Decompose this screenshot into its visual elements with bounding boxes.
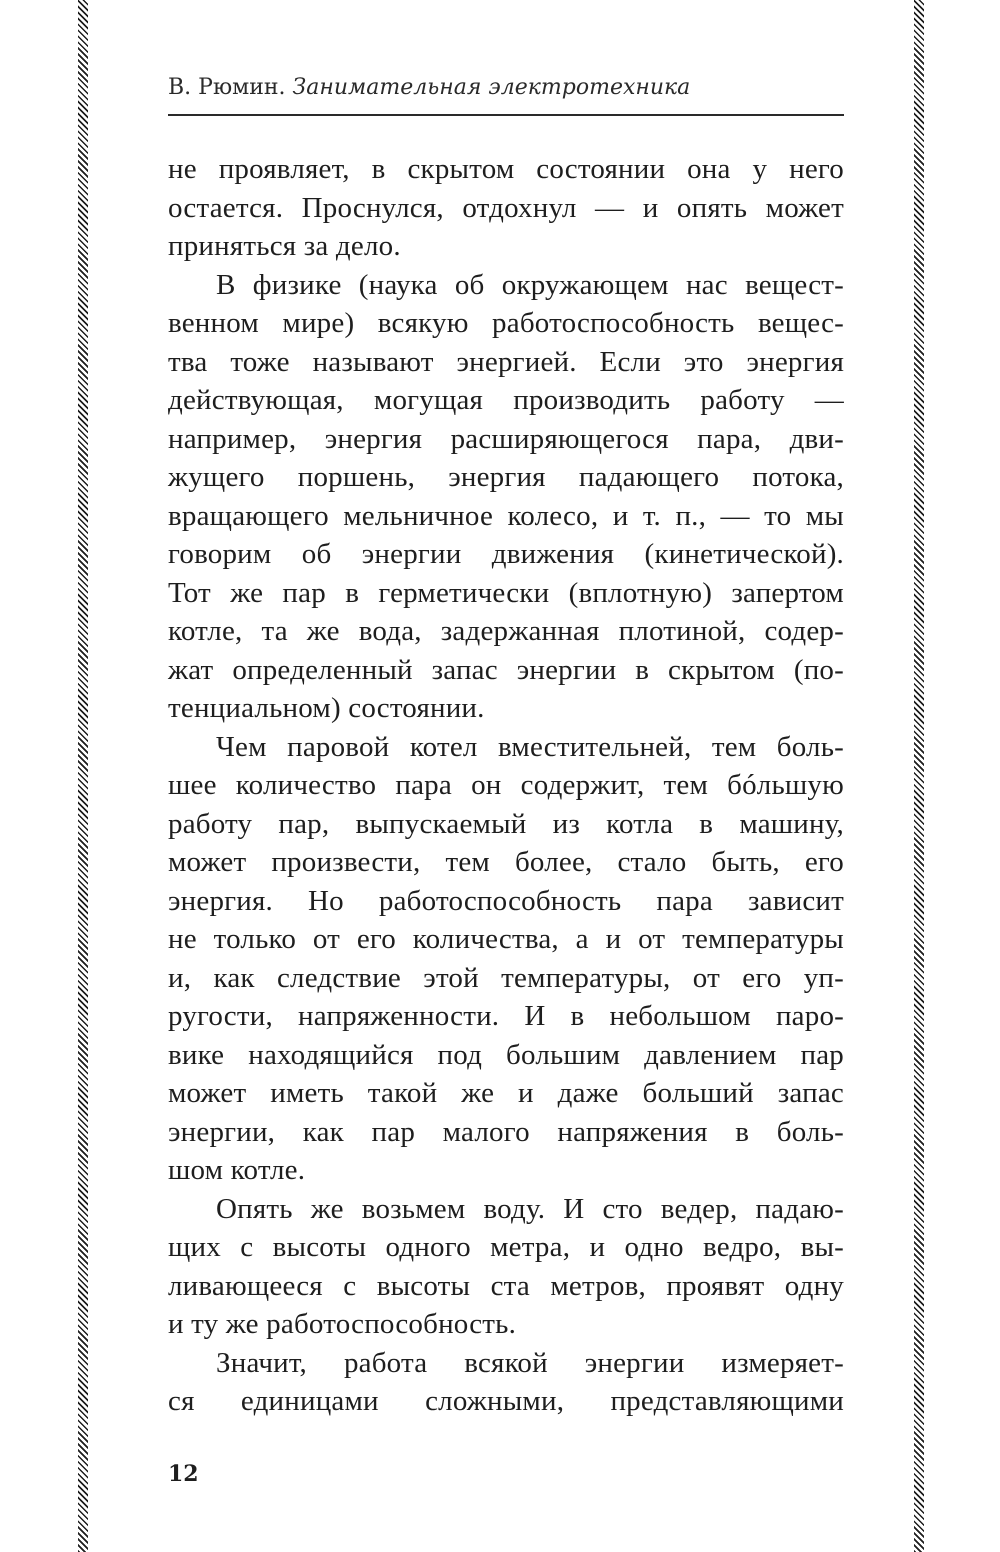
text-line: жущего поршень, энергия падающего потока, (168, 461, 844, 493)
paragraph (168, 728, 844, 1190)
text-line: говорим об энергии движения (кинетической). (168, 538, 844, 570)
text-line: энергии, как пар малого напряжения в боль- (168, 1115, 844, 1148)
paragraph (168, 1344, 844, 1421)
text-line: щих с высоты одного метра, и одно ведро, вы- (168, 1231, 844, 1263)
text-line: может произвести, тем более, стало быть, его (168, 846, 844, 878)
paragraph (168, 1190, 844, 1344)
text-line: энергия. Но работоспособность пара зависит (168, 884, 844, 917)
running-header (168, 74, 844, 114)
text-line: Опять же возьмем воду. И сто ведер, падаю- (216, 1192, 844, 1225)
text-line: приняться за дело. (168, 230, 401, 262)
text-line: вике находящийся под большим давлением пар (168, 1038, 844, 1071)
text-line: шом котле. (168, 1154, 306, 1186)
paragraph (168, 150, 844, 266)
header-author: В. Рюмин. (168, 75, 286, 100)
page-border-left (78, 0, 88, 1552)
text-line: и ту же работоспособность. (168, 1308, 517, 1340)
header-title: Занимательная электротехника (292, 75, 691, 100)
text-line: и, как следствие этой температуры, от его уп- (168, 961, 844, 994)
text-line: не только от его количества, а и от температуры (168, 923, 844, 955)
body-text (168, 150, 844, 1421)
text-line: Значит, работа всякой энергии измеряет- (216, 1346, 844, 1379)
text-line: вращающего мельничное колесо, и т. п., — то мы (168, 499, 844, 532)
text-line: тенциальном) состоянии. (168, 692, 485, 724)
text-line: Чем паровой котел вместительней, тем боль- (216, 730, 844, 763)
text-line: тва тоже называют энергией. Если это энергия (168, 345, 844, 378)
page-number: 12 (168, 1461, 199, 1487)
text-line: работу пар, выпускаемый из котла в машину, (168, 807, 844, 840)
text-line: может иметь такой же и даже больший запас (168, 1077, 844, 1109)
text-line: ся единицами сложными, представляющими (168, 1385, 844, 1417)
text-line: котле, та же вода, задержанная плотиной, содер- (168, 615, 844, 647)
text-line: жат определенный запас энергии в скрытом (по- (168, 653, 844, 686)
text-line: остается. Проснулся, отдохнул — и опять может (168, 191, 844, 224)
text-line: ливающееся с высоты ста метров, проявят одну (168, 1269, 844, 1302)
text-line: ругости, напряженности. И в небольшом паро- (168, 1000, 844, 1032)
paragraph (168, 266, 844, 728)
text-line: например, энергия расширяющегося пара, дви- (168, 422, 844, 455)
header-rule (168, 114, 844, 116)
text-line: Тот же пар в герметически (вплотную) запертом (168, 576, 844, 609)
text-line: шее количество пара он содержит, тем бóльшую (168, 769, 844, 801)
text-line: не проявляет, в скрытом состоянии она у него (168, 153, 844, 185)
text-line: действующая, могущая производить работу — (168, 384, 844, 416)
text-line: В физике (наука об окружающем нас вещест- (216, 268, 844, 301)
page-border-right (914, 0, 924, 1552)
text-line: венном мире) всякую работоспособность вещес- (168, 307, 844, 339)
